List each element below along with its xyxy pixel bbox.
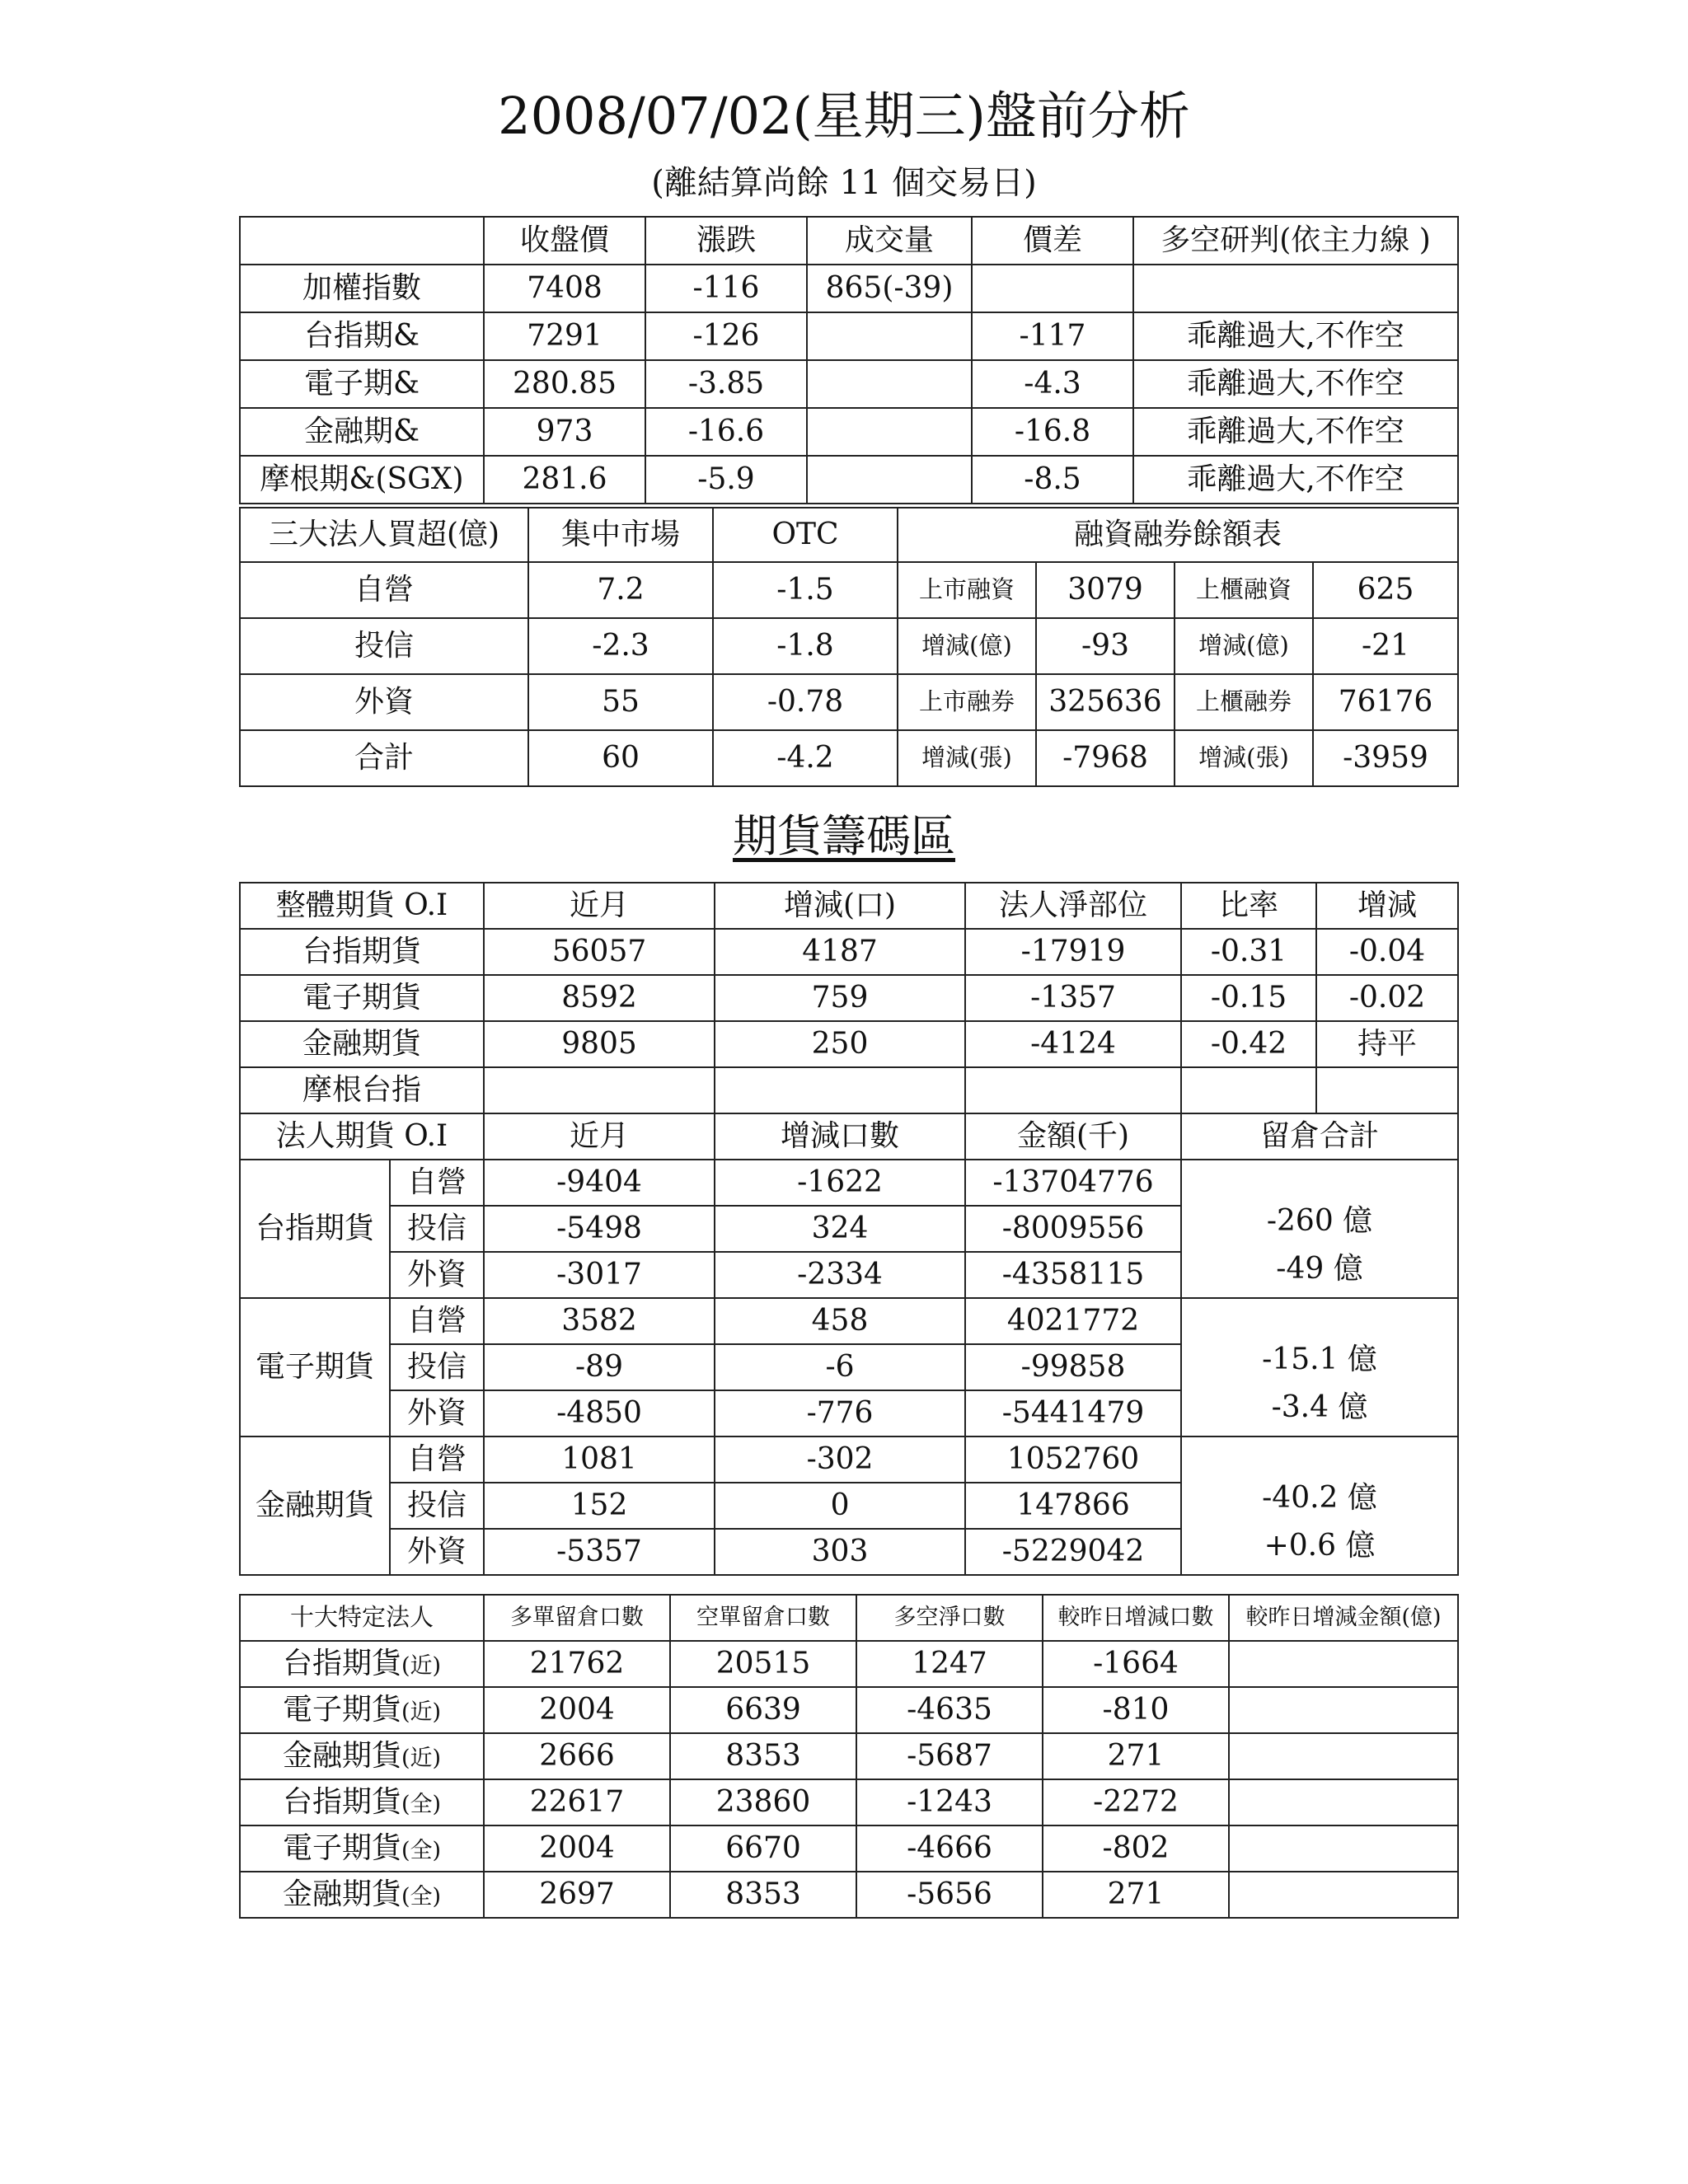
futures-oi-header: 比率 — [1181, 883, 1316, 929]
market-summary-value: -3.85 — [645, 360, 807, 408]
market-summary-value — [807, 360, 972, 408]
futures-group-label: 金融期貨 — [240, 1436, 390, 1575]
institutional-futures-value: 152 — [484, 1483, 715, 1529]
top-ten-row — [240, 1733, 1458, 1779]
market-summary-value: 乖離過大,不作空 — [1133, 456, 1458, 504]
position-total-line: +0.6 億 — [1264, 1529, 1376, 1563]
futures-oi-value: 250 — [715, 1021, 965, 1067]
position-total — [1181, 1436, 1458, 1575]
futures-oi-value — [484, 1067, 715, 1113]
top-ten-value: 22617 — [484, 1779, 670, 1825]
market-summary-label: 加權指數 — [240, 265, 484, 312]
institutional-futures-value: -6 — [715, 1344, 965, 1390]
top-ten-contract-scope: (全) — [401, 1838, 442, 1864]
top-ten-row — [240, 1872, 1458, 1918]
top-ten-contract-scope: (近) — [401, 1746, 442, 1772]
futures-group-label: 台指期貨 — [240, 1160, 390, 1298]
top-ten-value: 21762 — [484, 1641, 670, 1687]
institutional-futures-row — [240, 1160, 1458, 1206]
institutional-value: -1.5 — [713, 562, 898, 618]
market-summary-value: -126 — [645, 312, 807, 360]
institution-label: 外資 — [390, 1390, 484, 1436]
futures-oi-value: -17919 — [965, 929, 1181, 975]
position-total — [1181, 1160, 1458, 1298]
institutional-futures-value: -9404 — [484, 1160, 715, 1206]
institutional-futures-value: -5498 — [484, 1206, 715, 1252]
market-summary-header: 價差 — [972, 217, 1133, 265]
institutional-futures-value: 147866 — [965, 1483, 1181, 1529]
institutional-futures-value: 0 — [715, 1483, 965, 1529]
page-title: 2008/07/02(星期三)盤前分析 — [498, 86, 1190, 146]
institutional-futures-header: 增減口數 — [715, 1113, 965, 1160]
institutional-row — [240, 618, 1458, 674]
futures-oi-value — [715, 1067, 965, 1113]
futures-oi-row — [240, 975, 1458, 1021]
futures-oi-value: -0.31 — [1181, 929, 1316, 975]
top-ten-value: -1664 — [1043, 1641, 1229, 1687]
position-total-line: -49 億 — [1276, 1252, 1363, 1286]
top-ten-table — [239, 1594, 1459, 1919]
top-ten-value — [1229, 1825, 1458, 1872]
institutional-futures-value: -2334 — [715, 1252, 965, 1298]
top-ten-value: 8353 — [670, 1733, 856, 1779]
margin-label: 上市融資 — [898, 562, 1036, 618]
market-summary-value: 乖離過大,不作空 — [1133, 408, 1458, 456]
top-ten-contract: 金融期貨 — [282, 1877, 401, 1912]
institution-label: 自營 — [390, 1298, 484, 1344]
top-ten-value: 2004 — [484, 1687, 670, 1733]
market-summary-value: -116 — [645, 265, 807, 312]
market-summary-value: 乖離過大,不作空 — [1133, 360, 1458, 408]
institutional-futures-value: -5357 — [484, 1529, 715, 1575]
market-summary-row — [240, 265, 1458, 312]
futures-oi-value — [1316, 1067, 1458, 1113]
futures-oi-header: 增減 — [1316, 883, 1458, 929]
top-ten-header-row — [240, 1595, 1458, 1641]
institutional-futures-value: -3017 — [484, 1252, 715, 1298]
futures-oi-value — [965, 1067, 1181, 1113]
institutional-header: OTC — [713, 508, 898, 562]
futures-oi-header: 增減(口) — [715, 883, 965, 929]
futures-oi-header: 整體期貨 O.I — [240, 883, 484, 929]
institutional-futures-value: -4850 — [484, 1390, 715, 1436]
top-ten-contract: 台指期貨 — [282, 1785, 401, 1820]
institutional-futures-value: 303 — [715, 1529, 965, 1575]
top-ten-value: 8353 — [670, 1872, 856, 1918]
futures-oi-header: 近月 — [484, 883, 715, 929]
market-summary-value: -16.6 — [645, 408, 807, 456]
top-ten-header: 多單留倉口數 — [484, 1595, 670, 1641]
top-ten-value: 271 — [1043, 1733, 1229, 1779]
market-summary-value: -8.5 — [972, 456, 1133, 504]
institutional-header-row — [240, 508, 1458, 562]
futures-oi-value: -0.04 — [1316, 929, 1458, 975]
futures-oi-value: -0.42 — [1181, 1021, 1316, 1067]
market-summary-header: 漲跌 — [645, 217, 807, 265]
top-ten-label — [240, 1825, 484, 1872]
institutional-futures-value: 458 — [715, 1298, 965, 1344]
margin-label: 增減(億) — [898, 618, 1036, 674]
market-summary-header-row — [240, 217, 1458, 265]
top-ten-header: 十大特定法人 — [240, 1595, 484, 1641]
top-ten-value: 2004 — [484, 1825, 670, 1872]
market-summary-value: -5.9 — [645, 456, 807, 504]
market-summary-value: 865(-39) — [807, 265, 972, 312]
institutional-futures-row — [240, 1298, 1458, 1344]
market-summary-value: -4.3 — [972, 360, 1133, 408]
position-total — [1181, 1298, 1458, 1436]
margin-value: -21 — [1313, 618, 1458, 674]
market-summary-row — [240, 456, 1458, 504]
top-ten-contract-scope: (全) — [401, 1884, 442, 1910]
top-ten-header: 多空淨口數 — [856, 1595, 1043, 1641]
top-ten-contract-scope: (全) — [401, 1792, 442, 1818]
futures-oi-row — [240, 1067, 1458, 1113]
institutional-futures-header-row — [240, 1113, 1458, 1160]
futures-oi-label: 金融期貨 — [240, 1021, 484, 1067]
futures-oi-label: 摩根台指 — [240, 1067, 484, 1113]
institutional-futures-value: -4358115 — [965, 1252, 1181, 1298]
institution-label: 投信 — [390, 1483, 484, 1529]
institutional-futures-header: 近月 — [484, 1113, 715, 1160]
market-summary-value — [972, 265, 1133, 312]
futures-oi-label: 台指期貨 — [240, 929, 484, 975]
futures-oi-value: -4124 — [965, 1021, 1181, 1067]
top-ten-row — [240, 1825, 1458, 1872]
institutional-value: 55 — [528, 674, 713, 730]
top-ten-row — [240, 1687, 1458, 1733]
top-ten-value: 1247 — [856, 1641, 1043, 1687]
futures-oi-value: 759 — [715, 975, 965, 1021]
top-ten-row — [240, 1641, 1458, 1687]
top-ten-value: -4635 — [856, 1687, 1043, 1733]
institutional-value: 60 — [528, 730, 713, 786]
futures-oi-value: 8592 — [484, 975, 715, 1021]
top-ten-label — [240, 1641, 484, 1687]
top-ten-label — [240, 1872, 484, 1918]
institution-label: 自營 — [390, 1436, 484, 1483]
top-ten-value — [1229, 1733, 1458, 1779]
market-summary-header: 收盤價 — [484, 217, 645, 265]
market-summary-value — [1133, 265, 1458, 312]
futures-oi-table — [239, 882, 1459, 1576]
top-ten-value: -2272 — [1043, 1779, 1229, 1825]
institutional-futures-value: 1052760 — [965, 1436, 1181, 1483]
institutional-futures-value: 4021772 — [965, 1298, 1181, 1344]
position-total-line: -260 億 — [1266, 1204, 1373, 1239]
institution-label: 投信 — [390, 1344, 484, 1390]
institutional-futures-value: -89 — [484, 1344, 715, 1390]
margin-label: 上櫃融券 — [1175, 674, 1313, 730]
institutional-futures-value: -5229042 — [965, 1529, 1181, 1575]
margin-label: 增減(億) — [1175, 618, 1313, 674]
institution-label: 外資 — [390, 1529, 484, 1575]
top-ten-label — [240, 1687, 484, 1733]
institutional-futures-value: -99858 — [965, 1344, 1181, 1390]
market-summary-value: 280.85 — [484, 360, 645, 408]
market-summary-value: -16.8 — [972, 408, 1133, 456]
top-ten-header: 較昨日增減口數 — [1043, 1595, 1229, 1641]
institutional-row — [240, 562, 1458, 618]
institutional-label: 外資 — [240, 674, 528, 730]
top-ten-value: -810 — [1043, 1687, 1229, 1733]
institutional-futures-value: -776 — [715, 1390, 965, 1436]
market-summary-value — [807, 312, 972, 360]
futures-oi-row — [240, 929, 1458, 975]
market-summary-value: 973 — [484, 408, 645, 456]
top-ten-contract: 電子期貨 — [282, 1831, 401, 1866]
institutional-row — [240, 730, 1458, 786]
margin-label: 增減(張) — [898, 730, 1036, 786]
futures-oi-label: 電子期貨 — [240, 975, 484, 1021]
institutional-futures-value: -302 — [715, 1436, 965, 1483]
top-ten-row — [240, 1779, 1458, 1825]
futures-oi-value: 56057 — [484, 929, 715, 975]
market-summary-value — [807, 408, 972, 456]
market-summary-header: 成交量 — [807, 217, 972, 265]
market-summary-label: 金融期& — [240, 408, 484, 456]
top-ten-value — [1229, 1779, 1458, 1825]
institutional-futures-value: -13704776 — [965, 1160, 1181, 1206]
futures-oi-value: 4187 — [715, 929, 965, 975]
market-summary-label: 摩根期&(SGX) — [240, 456, 484, 504]
institutional-label: 投信 — [240, 618, 528, 674]
margin-value: 3079 — [1036, 562, 1175, 618]
institutional-futures-value: -8009556 — [965, 1206, 1181, 1252]
margin-label: 上櫃融資 — [1175, 562, 1313, 618]
market-summary-row — [240, 360, 1458, 408]
top-ten-value: 6670 — [670, 1825, 856, 1872]
futures-oi-value: 持平 — [1316, 1021, 1458, 1067]
market-summary-value: 7291 — [484, 312, 645, 360]
top-ten-contract: 電子期貨 — [282, 1693, 401, 1727]
institutional-futures-value: 1081 — [484, 1436, 715, 1483]
margin-table-title: 融資融券餘額表 — [898, 508, 1458, 562]
top-ten-value: 271 — [1043, 1872, 1229, 1918]
top-ten-value — [1229, 1641, 1458, 1687]
institutional-value: -1.8 — [713, 618, 898, 674]
institutional-value: 7.2 — [528, 562, 713, 618]
top-ten-label — [240, 1733, 484, 1779]
futures-oi-value: -0.02 — [1316, 975, 1458, 1021]
top-ten-value: -802 — [1043, 1825, 1229, 1872]
top-ten-value: -4666 — [856, 1825, 1043, 1872]
futures-oi-value: -0.15 — [1181, 975, 1316, 1021]
market-summary-row — [240, 408, 1458, 456]
institutional-value: -0.78 — [713, 674, 898, 730]
futures-oi-value: 9805 — [484, 1021, 715, 1067]
top-ten-contract-scope: (近) — [401, 1699, 442, 1726]
market-summary-row — [240, 312, 1458, 360]
futures-oi-row — [240, 1021, 1458, 1067]
futures-section-title-text: 期貨籌碼區 — [733, 810, 955, 862]
margin-label: 增減(張) — [1175, 730, 1313, 786]
position-total-line: -15.1 億 — [1262, 1343, 1377, 1377]
market-summary-value: 7408 — [484, 265, 645, 312]
page-subtitle: (離結算尚餘 11 個交易日) — [651, 164, 1037, 202]
institutional-value: -4.2 — [713, 730, 898, 786]
futures-oi-value: -1357 — [965, 975, 1181, 1021]
top-ten-header: 較昨日增減金額(億) — [1229, 1595, 1458, 1641]
margin-value: 625 — [1313, 562, 1458, 618]
market-summary-value: 281.6 — [484, 456, 645, 504]
top-ten-header: 空單留倉口數 — [670, 1595, 856, 1641]
institutional-futures-header: 留倉合計 — [1181, 1113, 1458, 1160]
institutional-futures-value: -1622 — [715, 1160, 965, 1206]
margin-label: 上市融券 — [898, 674, 1036, 730]
market-summary-value — [807, 456, 972, 504]
top-ten-value: -1243 — [856, 1779, 1043, 1825]
market-summary-label: 電子期& — [240, 360, 484, 408]
margin-value: 76176 — [1313, 674, 1458, 730]
market-summary-header — [240, 217, 484, 265]
top-ten-value: 2697 — [484, 1872, 670, 1918]
position-total-line: -40.2 億 — [1262, 1481, 1377, 1516]
top-ten-value: 23860 — [670, 1779, 856, 1825]
institution-label: 投信 — [390, 1206, 484, 1252]
institutional-futures-header: 法人期貨 O.I — [240, 1113, 484, 1160]
institution-label: 外資 — [390, 1252, 484, 1298]
futures-oi-header: 法人淨部位 — [965, 883, 1181, 929]
margin-value: 325636 — [1036, 674, 1175, 730]
futures-oi-value — [1181, 1067, 1316, 1113]
top-ten-value: -5656 — [856, 1872, 1043, 1918]
top-ten-value — [1229, 1872, 1458, 1918]
position-total-line: -3.4 億 — [1271, 1390, 1368, 1424]
institutional-futures-row — [240, 1436, 1458, 1483]
institution-label: 自營 — [390, 1160, 484, 1206]
top-ten-value: 2666 — [484, 1733, 670, 1779]
market-summary-value: -117 — [972, 312, 1133, 360]
institutional-label: 自營 — [240, 562, 528, 618]
institutional-header: 集中市場 — [528, 508, 713, 562]
market-summary-header: 多空研判(依主力線 ) — [1133, 217, 1458, 265]
institutional-label: 合計 — [240, 730, 528, 786]
top-ten-value: 20515 — [670, 1641, 856, 1687]
institutional-table — [239, 507, 1459, 787]
futures-oi-header-row — [240, 883, 1458, 929]
top-ten-contract: 金融期貨 — [282, 1739, 401, 1774]
margin-value: -3959 — [1313, 730, 1458, 786]
futures-group-label: 電子期貨 — [240, 1298, 390, 1436]
institutional-futures-header: 金額(千) — [965, 1113, 1181, 1160]
top-ten-contract-scope: (近) — [401, 1653, 442, 1680]
top-ten-label — [240, 1779, 484, 1825]
top-ten-value — [1229, 1687, 1458, 1733]
margin-value: -7968 — [1036, 730, 1175, 786]
margin-value: -93 — [1036, 618, 1175, 674]
top-ten-value: -5687 — [856, 1733, 1043, 1779]
institutional-row — [240, 674, 1458, 730]
top-ten-contract: 台指期貨 — [282, 1647, 401, 1681]
institutional-value: -2.3 — [528, 618, 713, 674]
institutional-futures-value: -5441479 — [965, 1390, 1181, 1436]
futures-section-title — [0, 810, 1688, 862]
market-summary-label: 台指期& — [240, 312, 484, 360]
institutional-header: 三大法人買超(億) — [240, 508, 528, 562]
market-summary-value: 乖離過大,不作空 — [1133, 312, 1458, 360]
market-summary-table — [239, 216, 1459, 504]
institutional-futures-value: 3582 — [484, 1298, 715, 1344]
institutional-futures-value: 324 — [715, 1206, 965, 1252]
top-ten-value: 6639 — [670, 1687, 856, 1733]
